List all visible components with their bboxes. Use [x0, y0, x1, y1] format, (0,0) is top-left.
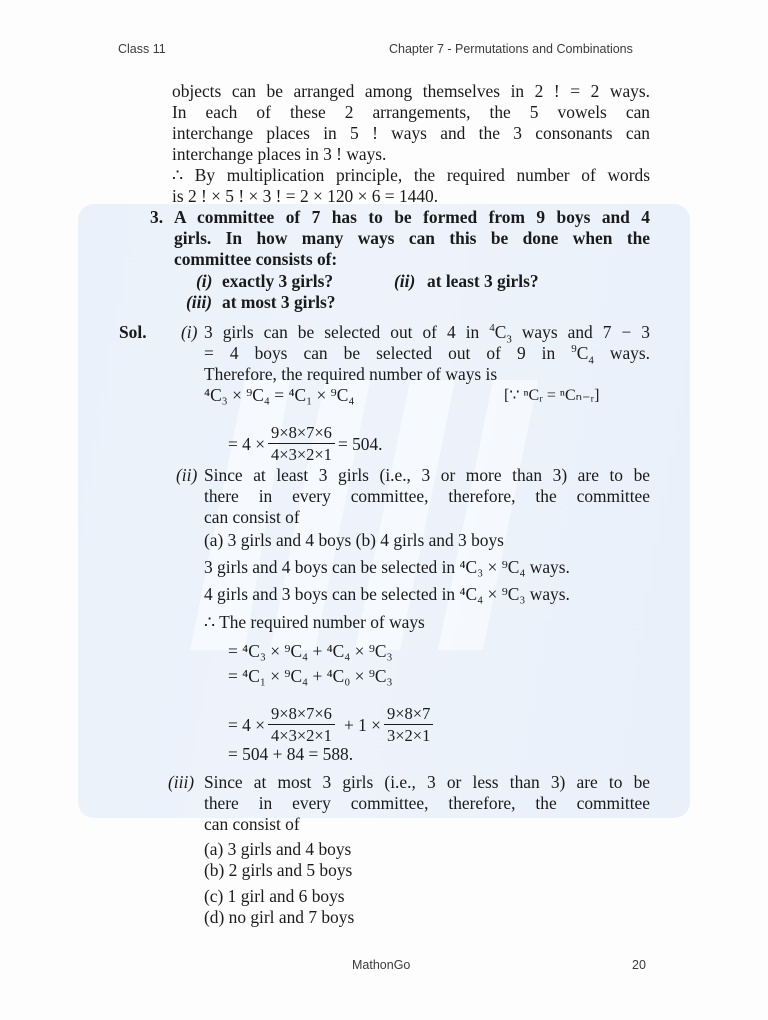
footer-page-number: 20 [632, 958, 646, 972]
solution-label: Sol. [119, 322, 147, 342]
question-part-i-text: exactly 3 girls? [222, 271, 334, 291]
footer-brand: MathonGo [352, 958, 411, 972]
question-part-iii-label: (iii) [186, 292, 213, 312]
question-number: 3. [150, 207, 164, 227]
solution-part-iii-line-1: Since at most 3 girls (i.e., 3 or less than 3) are to be [204, 772, 650, 792]
solution-part-ii-selection-1: 3 girls and 4 boys can be selected in ⁴C₃ × ⁹C₄ ways. [204, 557, 570, 577]
solution-part-ii-equation-3 [228, 705, 436, 746]
question-part-iii-text: at most 3 girls? [222, 292, 336, 312]
solution-part-i-line-2: = 4 boys can be selected out of 9 in $^9C_4$ ways. [204, 343, 650, 367]
eq3-fraction-1: $\frac{9\times 8\times 7\times 6}{4\times 3\times 2\times 1}$ [268, 704, 335, 745]
eq3-fraction-2: $\frac{9\times 8\times 7}{3\times 2\times 1}$ [384, 704, 433, 745]
eq2-result: = 504. [337, 433, 383, 454]
intro-line-6: is 2 ! × 5 ! × 3 ! = 2 × 120 × 6 = 1440. [172, 186, 439, 206]
solution-part-iii-line-3: can consist of [204, 814, 300, 834]
question-part-i-label: (i) [196, 271, 213, 291]
eq2-prefix: = 4 × [228, 433, 266, 454]
eq2-fraction: $\frac{9\times 8\times 7\times 6}{4\times 3\times 2\times 1}$ [268, 423, 335, 464]
intro-line-5: ∴ By multiplication principle, the required number of words [172, 165, 650, 185]
intro-line-4: interchange places in 3 ! ways. [172, 144, 387, 164]
solution-part-ii-equation-1: = ⁴C₃ × ⁹C₄ + ⁴C₄ × ⁹C₃ [228, 641, 393, 661]
intro-line-1: objects can be arranged among themselves in 2 ! = 2 ways. [172, 81, 650, 101]
eq3-prefix: = 4 × [228, 714, 266, 735]
solution-part-ii-selection-2: 4 girls and 3 boys can be selected in ⁴C₄ × ⁹C₃ ways. [204, 584, 570, 604]
solution-part-ii-line-1: Since at least 3 girls (i.e., 3 or more than 3) are to be [204, 465, 650, 485]
question-line-1: A committee of 7 has to be formed from 9 boys and 4 [174, 207, 650, 227]
solution-part-iii-case-c: (c) 1 girl and 6 boys [204, 886, 345, 906]
solution-part-i-label: (i) [181, 322, 198, 342]
solution-part-ii-line-3: can consist of [204, 507, 300, 527]
solution-part-iii-line-2: there in every committee, therefore, the committee [204, 793, 650, 813]
solution-part-ii-equation-4: = 504 + 84 = 588. [228, 744, 354, 764]
solution-part-i-line-3: Therefore, the required number of ways is [204, 364, 498, 384]
solution-part-ii-equation-2: = ⁴C₁ × ⁹C₄ + ⁴C₀ × ⁹C₃ [228, 666, 393, 686]
class-label: Class 11 [118, 42, 166, 56]
solution-part-iii-label: (iii) [168, 772, 195, 792]
question-part-ii-text: at least 3 girls? [427, 271, 539, 291]
intro-line-3: interchange places in 5 ! ways and the 3 consonants can [172, 123, 650, 143]
question-line-3: committee consists of: [174, 249, 338, 269]
eq3-middle: + 1 × [343, 714, 381, 735]
solution-part-i-equation-1: ⁴C₃ × ⁹C₄ = ⁴C₁ × ⁹C₄ [204, 385, 355, 405]
intro-line-2: In each of these 2 arrangements, the 5 vowels can [172, 102, 650, 122]
question-part-ii-label: (ii) [394, 271, 416, 291]
solution-part-ii-cases: (a) 3 girls and 4 boys (b) 4 girls and 3 boys [204, 530, 504, 550]
solution-part-i-note: [∵ ⁿCᵣ = ⁿCₙ₋ᵣ] [504, 387, 600, 404]
solution-part-ii-line-2: there in every committee, therefore, the committee [204, 486, 650, 506]
solution-part-i-line-1: 3 girls can be selected out of 4 in $^4C_3$ ways and 7 − 3 [204, 322, 650, 346]
solution-part-ii-required: ∴ The required number of ways [204, 612, 425, 632]
solution-part-iii-case-d: (d) no girl and 7 boys [204, 907, 355, 927]
solution-part-iii-case-b: (b) 2 girls and 5 boys [204, 860, 353, 880]
chapter-label: Chapter 7 - Permutations and Combinations [389, 42, 633, 56]
solution-part-ii-label: (ii) [176, 465, 198, 485]
solution-part-i-equation-2 [228, 424, 383, 465]
question-line-2: girls. In how many ways can this be done when the [174, 228, 650, 248]
solution-part-iii-case-a: (a) 3 girls and 4 boys [204, 839, 352, 859]
